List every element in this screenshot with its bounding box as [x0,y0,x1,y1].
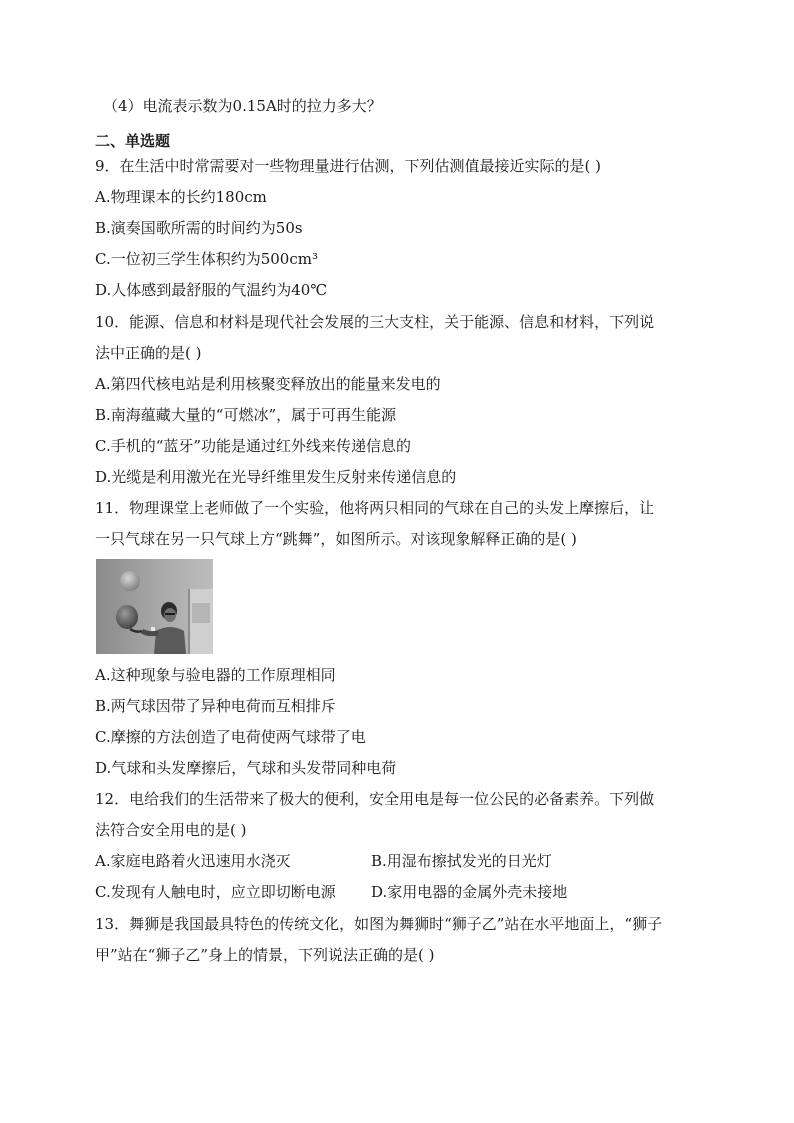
question-9-option-d: D.人体感到最舒服的气温约为40℃ [95,281,328,299]
question-12-option-d: D.家用电器的金属外壳未接地 [371,883,568,901]
question-9-option-c: C.一位初三学生体积约为500cm³ [95,250,318,268]
question-11-option-c: C.摩擦的方法创造了电荷使两气球带了电 [95,728,366,746]
question-10-option-b: B.南海蕴藏大量的“可燃冰”，属于可再生能源 [95,406,397,424]
question-13-stem-line1: 13．舞狮是我国最具特色的传统文化，如图为舞狮时“狮子乙”站在水平地面上，“狮子 [95,915,663,933]
question-10-stem-line2: 法中正确的是( ) [95,344,202,362]
question-9-option-b: B.演奏国歌所需的时间约为50s [95,219,303,237]
question-12-option-a: A.家庭电路着火迅速用水浇灭 [95,852,291,870]
question-11-option-a: A.这种现象与验电器的工作原理相同 [95,666,336,684]
question-11-stem-line2: 一只气球在另一只气球上方“跳舞”，如图所示。对该现象解释正确的是( ) [95,530,577,548]
question-9-stem: 9．在生活中时常需要对一些物理量进行估测，下列估测值最接近实际的是( ) [95,157,602,175]
balloon-experiment-photo [96,559,213,654]
question-10-option-d: D.光缆是利用激光在光导纤维里发生反射来传递信息的 [95,468,457,486]
question-12-option-c: C.发现有人触电时，应立即切断电源 [95,883,336,901]
question-11-stem-line1: 11．物理课堂上老师做了一个实验，他将两只相同的气球在自己的头发上摩擦后，让 [95,499,655,517]
section-title: 二、单选题 [95,132,171,150]
question-9-option-a: A.物理课本的长约180cm [95,188,267,206]
question-10-option-c: C.手机的“蓝牙”功能是通过红外线来传递信息的 [95,437,412,455]
question-12-stem-line1: 12．电给我们的生活带来了极大的便利，安全用电是每一位公民的必备素养。下列做 [95,790,655,808]
question-10-stem-line1: 10．能源、信息和材料是现代社会发展的三大支柱，关于能源、信息和材料，下列说 [95,313,655,331]
question-12-stem-line2: 法符合安全用电的是( ) [95,821,247,839]
sub-question-4: （4）电流表示数为0.15A时的拉力多大？ [103,97,382,115]
question-10-option-a: A.第四代核电站是利用核聚变释放出的能量来发电的 [95,375,441,393]
question-12-option-b: B.用湿布擦拭发光的日光灯 [371,852,552,870]
question-11-option-b: B.两气球因带了异种电荷而互相排斥 [95,697,336,715]
question-11-option-d: D.气球和头发摩擦后，气球和头发带同种电荷 [95,759,397,777]
question-13-stem-line2: 甲”站在“狮子乙”身上的情景，下列说法正确的是( ) [95,946,435,964]
